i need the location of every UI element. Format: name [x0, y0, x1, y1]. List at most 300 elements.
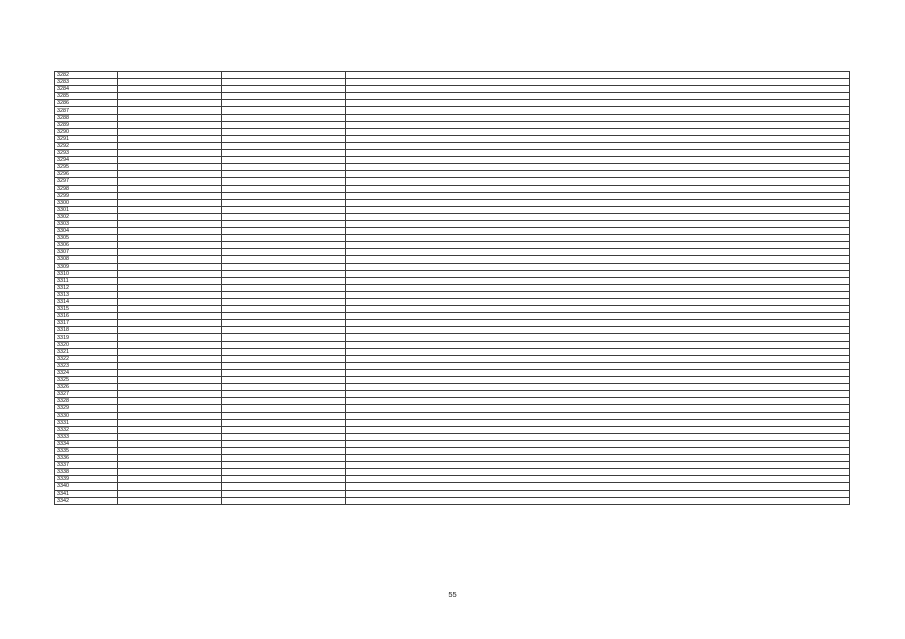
table-row: [55, 100, 850, 107]
table-row: [55, 107, 850, 114]
previous-number-cell: [222, 199, 346, 206]
address-cell: [346, 72, 850, 79]
address-cell: [346, 313, 850, 320]
table-row: [55, 490, 850, 497]
row-number-cell: 3311: [55, 277, 118, 284]
cadastral-number-cell: [118, 171, 222, 178]
previous-number-cell: [222, 107, 346, 114]
row-number-cell: 3336: [55, 455, 118, 462]
address-cell: [346, 447, 850, 454]
cadastral-number-cell: [118, 398, 222, 405]
row-number-cell: 3286: [55, 100, 118, 107]
row-number-cell: 3298: [55, 185, 118, 192]
cadastral-number-cell: [118, 128, 222, 135]
address-cell: [346, 469, 850, 476]
cadastral-number-cell: [118, 121, 222, 128]
cadastral-number-cell: [118, 270, 222, 277]
previous-number-cell: [222, 490, 346, 497]
row-number-cell: 3314: [55, 299, 118, 306]
row-number-cell: 3316: [55, 313, 118, 320]
table-row: [55, 405, 850, 412]
previous-number-cell: [222, 157, 346, 164]
table-row: [55, 235, 850, 242]
cadastral-number-cell: [118, 377, 222, 384]
table-row: [55, 334, 850, 341]
address-cell: [346, 291, 850, 298]
table-row: [55, 228, 850, 235]
cadastral-number-cell: [118, 157, 222, 164]
cadastral-number-cell: [118, 440, 222, 447]
table-row: [55, 79, 850, 86]
address-cell: [346, 235, 850, 242]
row-number-cell: 3292: [55, 142, 118, 149]
row-number-cell: 3332: [55, 426, 118, 433]
address-cell: [346, 384, 850, 391]
address-cell: [346, 306, 850, 313]
cadastral-number-cell: [118, 391, 222, 398]
cadastral-number-cell: [118, 490, 222, 497]
address-cell: [346, 150, 850, 157]
cadastral-number-cell: [118, 412, 222, 419]
table-row: [55, 291, 850, 298]
cadastral-number-cell: [118, 355, 222, 362]
previous-number-cell: [222, 419, 346, 426]
table-row: [55, 284, 850, 291]
address-cell: [346, 114, 850, 121]
address-cell: [346, 476, 850, 483]
address-cell: [346, 79, 850, 86]
address-cell: [346, 391, 850, 398]
previous-number-cell: [222, 178, 346, 185]
cadastral-number-cell: [118, 185, 222, 192]
cadastral-number-cell: [118, 447, 222, 454]
table-row: [55, 398, 850, 405]
address-cell: [346, 277, 850, 284]
table-row: [55, 114, 850, 121]
row-number-cell: 3288: [55, 114, 118, 121]
previous-number-cell: [222, 249, 346, 256]
address-cell: [346, 341, 850, 348]
address-cell: [346, 462, 850, 469]
cadastral-number-cell: [118, 327, 222, 334]
row-number-cell: 3294: [55, 157, 118, 164]
previous-number-cell: [222, 171, 346, 178]
table-row: [55, 220, 850, 227]
previous-number-cell: [222, 341, 346, 348]
table-row: [55, 171, 850, 178]
row-number-cell: 3308: [55, 256, 118, 263]
row-number-cell: 3327: [55, 391, 118, 398]
registry-table: [54, 71, 850, 505]
address-cell: [346, 164, 850, 171]
previous-number-cell: [222, 327, 346, 334]
row-number-cell: 3333: [55, 433, 118, 440]
previous-number-cell: [222, 469, 346, 476]
address-cell: [346, 405, 850, 412]
address-cell: [346, 185, 850, 192]
cadastral-number-cell: [118, 150, 222, 157]
table-row: [55, 455, 850, 462]
cadastral-number-cell: [118, 419, 222, 426]
address-cell: [346, 483, 850, 490]
previous-number-cell: [222, 320, 346, 327]
cadastral-number-cell: [118, 362, 222, 369]
cadastral-number-cell: [118, 114, 222, 121]
cadastral-number-cell: [118, 135, 222, 142]
address-cell: [346, 171, 850, 178]
address-cell: [346, 327, 850, 334]
row-number-cell: 3297: [55, 178, 118, 185]
previous-number-cell: [222, 220, 346, 227]
row-number-cell: 3287: [55, 107, 118, 114]
previous-number-cell: [222, 299, 346, 306]
address-cell: [346, 249, 850, 256]
row-number-cell: 3306: [55, 242, 118, 249]
previous-number-cell: [222, 391, 346, 398]
previous-number-cell: [222, 213, 346, 220]
row-number-cell: 3303: [55, 220, 118, 227]
previous-number-cell: [222, 462, 346, 469]
address-cell: [346, 433, 850, 440]
cadastral-number-cell: [118, 483, 222, 490]
cadastral-number-cell: [118, 249, 222, 256]
row-number-cell: 3300: [55, 199, 118, 206]
previous-number-cell: [222, 86, 346, 93]
row-number-cell: 3334: [55, 440, 118, 447]
previous-number-cell: [222, 228, 346, 235]
cadastral-number-cell: [118, 72, 222, 79]
cadastral-number-cell: [118, 86, 222, 93]
previous-number-cell: [222, 185, 346, 192]
row-number-cell: 3331: [55, 419, 118, 426]
previous-number-cell: [222, 128, 346, 135]
address-cell: [346, 263, 850, 270]
registry-table-body: [55, 72, 850, 505]
address-cell: [346, 348, 850, 355]
table-row: [55, 447, 850, 454]
table-row: [55, 426, 850, 433]
cadastral-number-cell: [118, 199, 222, 206]
cadastral-number-cell: [118, 341, 222, 348]
table-row: [55, 93, 850, 100]
cadastral-number-cell: [118, 213, 222, 220]
cadastral-number-cell: [118, 277, 222, 284]
table-row: [55, 121, 850, 128]
address-cell: [346, 128, 850, 135]
cadastral-number-cell: [118, 384, 222, 391]
previous-number-cell: [222, 377, 346, 384]
cadastral-number-cell: [118, 100, 222, 107]
table-row: [55, 142, 850, 149]
cadastral-number-cell: [118, 284, 222, 291]
row-number-cell: 3337: [55, 462, 118, 469]
row-number-cell: 3322: [55, 355, 118, 362]
table-row: [55, 242, 850, 249]
previous-number-cell: [222, 150, 346, 157]
cadastral-number-cell: [118, 220, 222, 227]
table-row: [55, 476, 850, 483]
table-row: [55, 369, 850, 376]
row-number-cell: 3319: [55, 334, 118, 341]
row-number-cell: 3290: [55, 128, 118, 135]
table-row: [55, 192, 850, 199]
table-row: [55, 483, 850, 490]
address-cell: [346, 362, 850, 369]
cadastral-number-cell: [118, 256, 222, 263]
table-row: [55, 213, 850, 220]
previous-number-cell: [222, 412, 346, 419]
cadastral-number-cell: [118, 497, 222, 504]
previous-number-cell: [222, 433, 346, 440]
address-cell: [346, 142, 850, 149]
previous-number-cell: [222, 242, 346, 249]
row-number-cell: 3301: [55, 206, 118, 213]
previous-number-cell: [222, 440, 346, 447]
row-number-cell: 3330: [55, 412, 118, 419]
previous-number-cell: [222, 206, 346, 213]
address-cell: [346, 334, 850, 341]
previous-number-cell: [222, 284, 346, 291]
previous-number-cell: [222, 348, 346, 355]
row-number-cell: 3317: [55, 320, 118, 327]
row-number-cell: 3305: [55, 235, 118, 242]
table-row: [55, 270, 850, 277]
row-number-cell: 3299: [55, 192, 118, 199]
table-row: [55, 256, 850, 263]
address-cell: [346, 426, 850, 433]
previous-number-cell: [222, 72, 346, 79]
row-number-cell: 3293: [55, 150, 118, 157]
cadastral-number-cell: [118, 476, 222, 483]
table-row: [55, 72, 850, 79]
table-row: [55, 128, 850, 135]
row-number-cell: 3291: [55, 135, 118, 142]
previous-number-cell: [222, 93, 346, 100]
previous-number-cell: [222, 192, 346, 199]
table-row: [55, 327, 850, 334]
row-number-cell: 3342: [55, 497, 118, 504]
row-number-cell: 3310: [55, 270, 118, 277]
row-number-cell: 3323: [55, 362, 118, 369]
previous-number-cell: [222, 334, 346, 341]
address-cell: [346, 355, 850, 362]
cadastral-number-cell: [118, 426, 222, 433]
address-cell: [346, 369, 850, 376]
previous-number-cell: [222, 142, 346, 149]
row-number-cell: 3295: [55, 164, 118, 171]
previous-number-cell: [222, 313, 346, 320]
row-number-cell: 3339: [55, 476, 118, 483]
table-row: [55, 185, 850, 192]
row-number-cell: 3283: [55, 79, 118, 86]
table-row: [55, 249, 850, 256]
table-row: [55, 433, 850, 440]
address-cell: [346, 135, 850, 142]
table-row: [55, 306, 850, 313]
table-row: [55, 419, 850, 426]
row-number-cell: 3340: [55, 483, 118, 490]
cadastral-number-cell: [118, 469, 222, 476]
row-number-cell: 3285: [55, 93, 118, 100]
address-cell: [346, 242, 850, 249]
row-number-cell: 3312: [55, 284, 118, 291]
table-row: [55, 86, 850, 93]
address-cell: [346, 497, 850, 504]
address-cell: [346, 299, 850, 306]
cadastral-number-cell: [118, 263, 222, 270]
previous-number-cell: [222, 114, 346, 121]
previous-number-cell: [222, 79, 346, 86]
row-number-cell: 3307: [55, 249, 118, 256]
row-number-cell: 3318: [55, 327, 118, 334]
table-row: [55, 206, 850, 213]
table-row: [55, 164, 850, 171]
table-row: [55, 497, 850, 504]
address-cell: [346, 320, 850, 327]
row-number-cell: 3320: [55, 341, 118, 348]
previous-number-cell: [222, 497, 346, 504]
address-cell: [346, 178, 850, 185]
table-row: [55, 412, 850, 419]
row-number-cell: 3329: [55, 405, 118, 412]
previous-number-cell: [222, 455, 346, 462]
address-cell: [346, 199, 850, 206]
document-page: [54, 71, 849, 505]
cadastral-number-cell: [118, 192, 222, 199]
row-number-cell: 3321: [55, 348, 118, 355]
previous-number-cell: [222, 426, 346, 433]
row-number-cell: 3335: [55, 447, 118, 454]
address-cell: [346, 220, 850, 227]
cadastral-number-cell: [118, 178, 222, 185]
previous-number-cell: [222, 135, 346, 142]
row-number-cell: 3289: [55, 121, 118, 128]
table-row: [55, 384, 850, 391]
address-cell: [346, 490, 850, 497]
previous-number-cell: [222, 447, 346, 454]
previous-number-cell: [222, 369, 346, 376]
row-number-cell: 3328: [55, 398, 118, 405]
cadastral-number-cell: [118, 235, 222, 242]
table-row: [55, 362, 850, 369]
address-cell: [346, 93, 850, 100]
previous-number-cell: [222, 384, 346, 391]
address-cell: [346, 100, 850, 107]
table-row: [55, 320, 850, 327]
cadastral-number-cell: [118, 164, 222, 171]
previous-number-cell: [222, 291, 346, 298]
table-row: [55, 150, 850, 157]
previous-number-cell: [222, 277, 346, 284]
cadastral-number-cell: [118, 369, 222, 376]
row-number-cell: 3309: [55, 263, 118, 270]
address-cell: [346, 107, 850, 114]
address-cell: [346, 213, 850, 220]
table-row: [55, 348, 850, 355]
address-cell: [346, 157, 850, 164]
previous-number-cell: [222, 164, 346, 171]
table-row: [55, 157, 850, 164]
address-cell: [346, 86, 850, 93]
row-number-cell: 3324: [55, 369, 118, 376]
cadastral-number-cell: [118, 206, 222, 213]
address-cell: [346, 256, 850, 263]
row-number-cell: 3304: [55, 228, 118, 235]
cadastral-number-cell: [118, 142, 222, 149]
address-cell: [346, 377, 850, 384]
row-number-cell: 3325: [55, 377, 118, 384]
table-row: [55, 341, 850, 348]
previous-number-cell: [222, 121, 346, 128]
table-row: [55, 263, 850, 270]
address-cell: [346, 412, 850, 419]
cadastral-number-cell: [118, 348, 222, 355]
address-cell: [346, 228, 850, 235]
previous-number-cell: [222, 476, 346, 483]
cadastral-number-cell: [118, 93, 222, 100]
address-cell: [346, 419, 850, 426]
address-cell: [346, 121, 850, 128]
previous-number-cell: [222, 263, 346, 270]
cadastral-number-cell: [118, 455, 222, 462]
cadastral-number-cell: [118, 291, 222, 298]
row-number-cell: 3341: [55, 490, 118, 497]
row-number-cell: 3296: [55, 171, 118, 178]
previous-number-cell: [222, 405, 346, 412]
previous-number-cell: [222, 483, 346, 490]
row-number-cell: 3302: [55, 213, 118, 220]
table-row: [55, 355, 850, 362]
address-cell: [346, 440, 850, 447]
table-row: [55, 440, 850, 447]
cadastral-number-cell: [118, 433, 222, 440]
cadastral-number-cell: [118, 334, 222, 341]
cadastral-number-cell: [118, 306, 222, 313]
table-row: [55, 277, 850, 284]
table-row: [55, 313, 850, 320]
row-number-cell: 3315: [55, 306, 118, 313]
row-number-cell: 3326: [55, 384, 118, 391]
address-cell: [346, 455, 850, 462]
cadastral-number-cell: [118, 228, 222, 235]
row-number-cell: 3313: [55, 291, 118, 298]
table-row: [55, 199, 850, 206]
address-cell: [346, 270, 850, 277]
table-row: [55, 135, 850, 142]
cadastral-number-cell: [118, 313, 222, 320]
row-number-cell: 3282: [55, 72, 118, 79]
cadastral-number-cell: [118, 79, 222, 86]
previous-number-cell: [222, 100, 346, 107]
previous-number-cell: [222, 362, 346, 369]
table-row: [55, 391, 850, 398]
table-row: [55, 469, 850, 476]
row-number-cell: 3338: [55, 469, 118, 476]
table-row: [55, 377, 850, 384]
previous-number-cell: [222, 270, 346, 277]
cadastral-number-cell: [118, 299, 222, 306]
previous-number-cell: [222, 235, 346, 242]
page-number: 55: [448, 590, 457, 599]
cadastral-number-cell: [118, 462, 222, 469]
cadastral-number-cell: [118, 320, 222, 327]
cadastral-number-cell: [118, 242, 222, 249]
table-row: [55, 299, 850, 306]
table-row: [55, 178, 850, 185]
table-row: [55, 462, 850, 469]
address-cell: [346, 284, 850, 291]
address-cell: [346, 206, 850, 213]
